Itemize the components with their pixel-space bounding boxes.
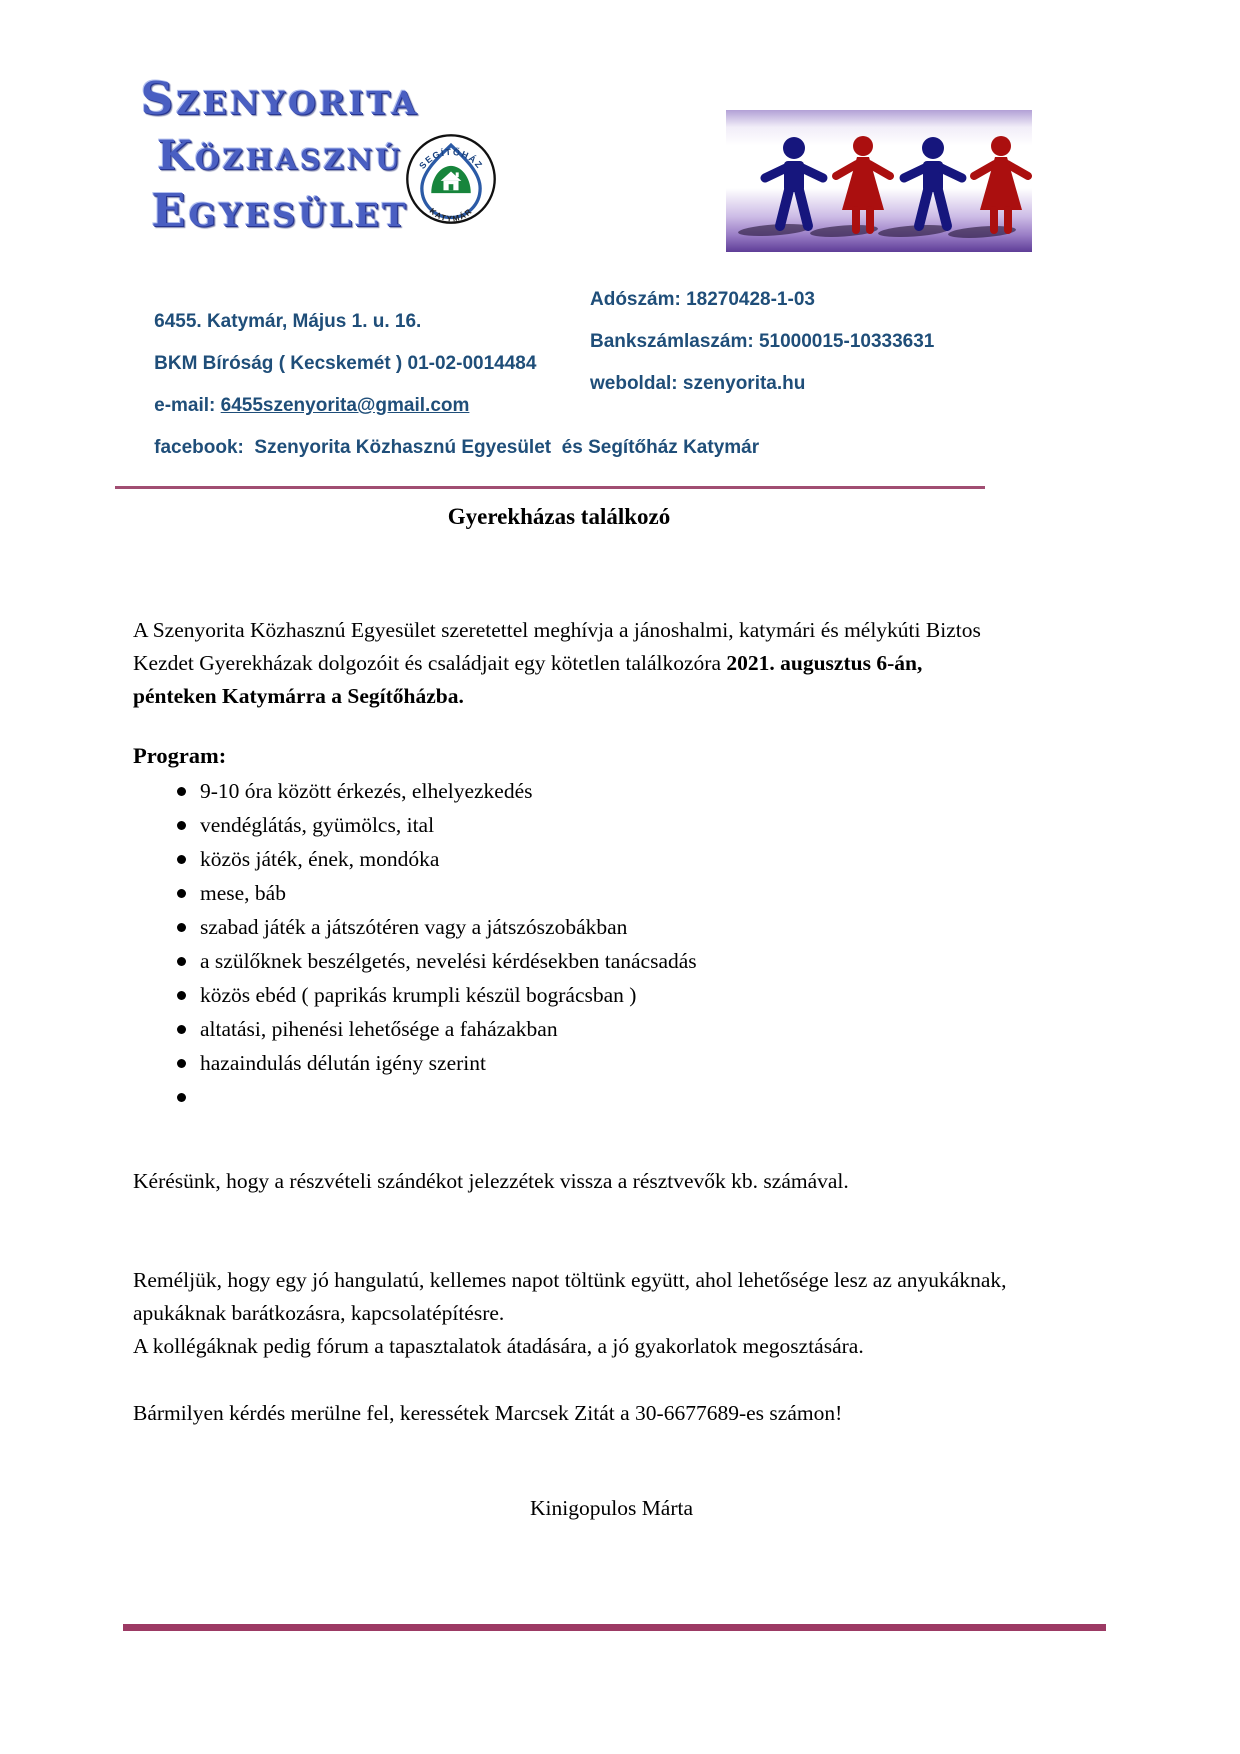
- intro-paragraph: [133, 614, 999, 713]
- segitohaz-badge-icon: [404, 132, 498, 226]
- tax-number: Adószám: 18270428-1-03: [590, 289, 815, 310]
- intro-text: A Szenyorita Közhasznú Egyesület szeretettel meghívja a jánoshalmi, katymári és mélykúti Biztos Kezdet Gyerekházak dolgozóit és családjait egy kötetlen találkozóra: [133, 617, 981, 675]
- program-item: 9-10 óra között érkezés, elhelyezkedés: [133, 774, 1003, 808]
- page-title: Gyerekházas találkozó: [447, 504, 671, 529]
- program-item: szabad játék a játszótéren vagy a játszószobákban: [133, 910, 1003, 944]
- court-registration: BKM Bíróság ( Kecskemét ) 01-02-0014484: [154, 353, 537, 374]
- facebook-line: facebook: Szenyorita Közhasznú Egyesület és Segítőház Katymár: [154, 437, 760, 458]
- intro-date-bold: 2021. augusztus 6-án, pénteken Katymárra a Segítőházba.: [133, 650, 923, 708]
- website: weboldal: szenyorita.hu: [590, 373, 806, 394]
- program-item: mese, báb: [133, 876, 1003, 910]
- badge-bottom-text: KATYMÁR: [427, 206, 475, 224]
- colleagues-paragraph: A kollégáknak pedig fórum a tapasztalatok átadására, a jó gyakorlatok megosztására.: [133, 1333, 864, 1358]
- logo-text-line3: Egyesület: [151, 184, 409, 237]
- program-item: a szülőknek beszélgetés, nevelési kérdésekben tanácsadás: [133, 944, 1003, 978]
- logo-text-line2: Közhasznú: [157, 132, 403, 179]
- program-list: [133, 774, 1003, 1114]
- contact-row-4: [133, 415, 1083, 481]
- program-heading: Program:: [133, 743, 227, 768]
- logo-text-line1: Szenyorita: [140, 72, 420, 125]
- org-logo: [110, 72, 450, 237]
- org-address: 6455. Katymár, Május 1. u. 16.: [154, 311, 422, 332]
- badge-top-text: SEGÍTŐHÁZ: [417, 146, 485, 171]
- questions-paragraph: Bármilyen kérdés merülne fel, keressétek Marcsek Zitát a 30-6677689-es számon!: [133, 1400, 843, 1425]
- program-item: altatási, pihenési lehetősége a faházakban: [133, 1012, 1003, 1046]
- email-label: e-mail:: [154, 395, 221, 416]
- program-item: hazaindulás délután igény szerint: [133, 1046, 1003, 1080]
- hope-paragraph: Reméljük, hogy egy jó hangulatú, kellemes napot töltünk együtt, ahol lehetősége lesz az anyukáknak, apukáknak barátkozásra, kapcsolatépítésre.: [133, 1267, 1007, 1325]
- program-item: közös játék, ének, mondóka: [133, 842, 1003, 876]
- bank-account: Bankszámlaszám: 51000015-10333631: [590, 331, 935, 352]
- program-item: közös ebéd ( paprikás krumpli készül bográcsban ): [133, 978, 1003, 1012]
- footer-rule: [123, 1624, 1106, 1631]
- signature-name: Kinigopulos Márta: [530, 1496, 694, 1520]
- family-paper-dolls-image: [726, 110, 1032, 252]
- program-item-empty: [133, 1080, 1003, 1114]
- email-link[interactable]: 6455szenyorita@gmail.com: [220, 395, 470, 416]
- header-divider-rule: [115, 486, 985, 489]
- rsvp-paragraph: Kérésünk, hogy a részvételi szándékot jelezzétek vissza a résztvevők kb. számával.: [133, 1168, 849, 1193]
- program-item: vendéglátás, gyümölcs, ital: [133, 808, 1003, 842]
